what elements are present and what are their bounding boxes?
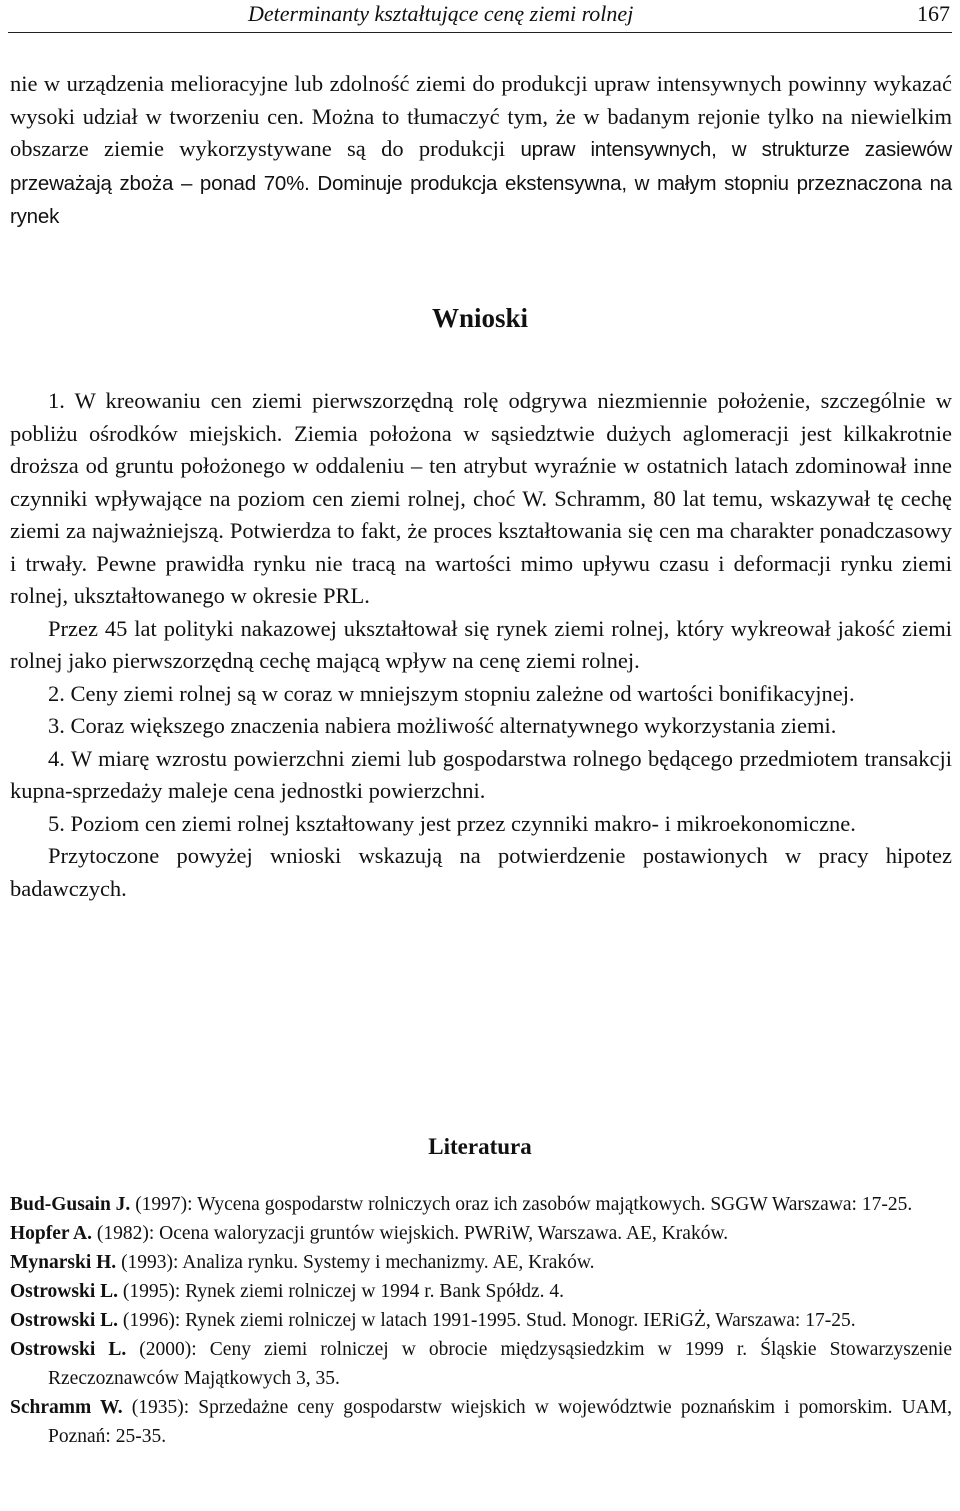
conclusion-item: 1. W kreowaniu cen ziemi pierwszorzędną rolę odgrywa niezmiennie położenie, szczególnie w pobliżu ośrodków miejskich. Ziemia położona w sąsiedztwie dużych aglomeracji jest kilkakrotnie droższa od gruntu położonego w oddaleniu – ten atrybut wyraźnie w ostatnich latach zdominował inne czynniki wpływające na poziom cen ziemi rolnej, choć W. Schramm, 80 lat temu, wskazywał tę cechę ziemi za najważniejszą. Potwierdza to fakt, że proces kształtowania się cen ma charakter ponadczasowy i trwały. Pewne prawidła rynku nie tracą na wartości mimo upływu czasu i deformacji rynku ziemi rolnej, ukształtowanego w okresie PRL. (10, 388, 952, 608)
intro-sans-text: upraw intensywnych, w strukturze zasiewów przeważają zboża – ponad 70%. Dominuje produkcja ekstensywna, w małym stopniu przeznaczona na rynek (10, 138, 953, 228)
reference-author: Mynarski H. (10, 1252, 117, 1273)
reference-author: Bud-Gusain J. (10, 1194, 131, 1215)
intro-text (10, 68, 952, 234)
intro-serif-text: nie w urządzenia melioracyjne lub zdolność ziemi do produkcji upraw intensywnych powinny wykazać wysoki udział w tworzeniu cen. Można to tłumaczyć tym, że w badanym rejonie tylko na niewielkim obszarze ziemie wykorzystywane są do produkcji (10, 71, 952, 161)
reference-author: Ostrowski L. (10, 1281, 118, 1302)
reference-item (10, 1190, 952, 1219)
conclusion-item: Przez 45 lat polityki nakazowej ukształtował się rynek ziemi rolnej, który wykreował jakość ziemi rolnej jako pierwszorzędną cechę mającą wpływ na cenę ziemi rolnej. (10, 615, 952, 673)
intro-paragraph (10, 68, 952, 234)
reference-text: (1997): Wycena gospodarstw rolniczych oraz ich zasobów majątkowych. SGGW Warszawa: 17-25. (130, 1194, 913, 1215)
running-header (8, 0, 952, 33)
reference-text: (1993): Analiza rynku. Systemy i mechanizmy. AE, Kraków. (116, 1252, 595, 1273)
reference-item (10, 1335, 952, 1393)
conclusion-item: 2. Ceny ziemi rolnej są w coraz w mniejszym stopniu zależne od wartości bonifikacyjnej. (48, 680, 855, 706)
reference-author: Schramm W. (10, 1397, 123, 1418)
conclusion-item: 3. Coraz większego znaczenia nabiera możliwość alternatywnego wykorzystania ziemi. (48, 713, 837, 738)
reference-item (10, 1277, 952, 1306)
conclusions-block (10, 385, 952, 905)
reference-text: (1935): Sprzedażne ceny gospodarstw wiejskich w województwie poznańskim i pomorskim. UAM, Poznań: 25-35. (48, 1397, 952, 1447)
reference-text: (1982): Ocena waloryzacji gruntów wiejskich. PWRiW, Warszawa. AE, Kraków. (91, 1223, 729, 1244)
running-title: Determinanty kształtujące cenę ziemi rolnej (248, 1, 634, 26)
reference-text: (1995): Rynek ziemi rolniczej w 1994 r. Bank Spółdz. 4. (118, 1281, 565, 1302)
reference-item (10, 1219, 952, 1248)
reference-item (10, 1393, 952, 1451)
page-number: 167 (917, 1, 950, 26)
reference-item (10, 1248, 952, 1277)
conclusion-item: 5. Poziom cen ziemi rolnej kształtowany jest przez czynniki makro- i mikroekonomiczne. (48, 810, 856, 836)
reference-text: (1996): Rynek ziemi rolniczej w latach 1991-1995. Stud. Monogr. IERiGŻ, Warszawa: 17-25. (118, 1310, 856, 1331)
references-list (10, 1190, 952, 1451)
reference-author: Ostrowski L. (10, 1339, 127, 1360)
conclusion-item: Przytoczone powyżej wnioski wskazują na potwierdzenie postawionych w pracy hipotez badawczych. (10, 843, 952, 901)
section-heading-references: Literatura (428, 1134, 532, 1159)
reference-item (10, 1306, 952, 1335)
conclusion-item: 4. W miarę wzrostu powierzchni ziemi lub gospodarstwa rolnego będącego przedmiotem transakcji kupna-sprzedaży maleje cena jednostki powierzchni. (10, 745, 952, 803)
section-heading-conclusions: Wnioski (431, 303, 529, 333)
reference-author: Hopfer A. (10, 1223, 92, 1244)
reference-text: (2000): Ceny ziemi rolniczej w obrocie międzysąsiedzkim w 1999 r. Śląskie Stowarzyszenie Rzeczoznawców Majątkowych 3, 35. (48, 1339, 952, 1389)
reference-author: Ostrowski L. (10, 1310, 118, 1331)
